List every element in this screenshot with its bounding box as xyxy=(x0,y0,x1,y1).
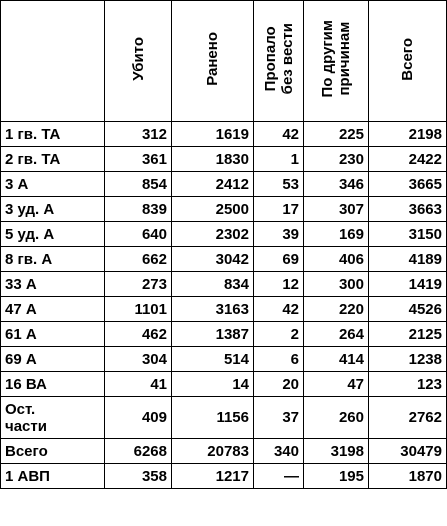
table-cell: 2412 xyxy=(172,172,254,197)
table-cell: 39 xyxy=(254,222,304,247)
row-label: 69 А xyxy=(1,347,105,372)
row-label: 1 гв. ТА xyxy=(1,122,105,147)
table-cell: 1156 xyxy=(172,397,254,439)
row-label: 61 А xyxy=(1,322,105,347)
table-cell: 273 xyxy=(105,272,172,297)
table-cell: 47 xyxy=(304,372,369,397)
table-cell: 346 xyxy=(304,172,369,197)
header-wounded: Ранено xyxy=(172,1,254,122)
table-cell: 2302 xyxy=(172,222,254,247)
table-cell: 6268 xyxy=(105,439,172,464)
table-cell: 662 xyxy=(105,247,172,272)
table-cell: 17 xyxy=(254,197,304,222)
table-row xyxy=(1,372,447,397)
row-label: 5 уд. А xyxy=(1,222,105,247)
header-missing: Пропало без вести xyxy=(254,1,304,122)
table-cell: 6 xyxy=(254,347,304,372)
table-row xyxy=(1,322,447,347)
table-cell: 312 xyxy=(105,122,172,147)
table-row xyxy=(1,222,447,247)
table-cell: 409 xyxy=(105,397,172,439)
table-cell: 30479 xyxy=(369,439,447,464)
header-killed: Убито xyxy=(105,1,172,122)
table-cell: 1830 xyxy=(172,147,254,172)
table-cell: 1101 xyxy=(105,297,172,322)
table-cell: 1870 xyxy=(369,464,447,489)
table-cell: 361 xyxy=(105,147,172,172)
table-row xyxy=(1,464,447,489)
table-cell: 264 xyxy=(304,322,369,347)
row-label: 16 ВА xyxy=(1,372,105,397)
table-cell: 2125 xyxy=(369,322,447,347)
table-row xyxy=(1,439,447,464)
table-cell: 2 xyxy=(254,322,304,347)
table-cell: 1419 xyxy=(369,272,447,297)
table-cell: 3665 xyxy=(369,172,447,197)
table-cell: 1 xyxy=(254,147,304,172)
header-total: Всего xyxy=(369,1,447,122)
table-cell: 260 xyxy=(304,397,369,439)
row-label: Ост. части xyxy=(1,397,105,439)
table-cell: 42 xyxy=(254,122,304,147)
table-row xyxy=(1,397,447,439)
table-cell: 839 xyxy=(105,197,172,222)
row-label: 3 А xyxy=(1,172,105,197)
table-row xyxy=(1,347,447,372)
table-cell: 220 xyxy=(304,297,369,322)
table-cell: 169 xyxy=(304,222,369,247)
table-cell: 195 xyxy=(304,464,369,489)
table-cell: 1387 xyxy=(172,322,254,347)
table-cell: 414 xyxy=(304,347,369,372)
table-row xyxy=(1,272,447,297)
table-cell: 4526 xyxy=(369,297,447,322)
table-cell: 41 xyxy=(105,372,172,397)
row-label: 3 уд. А xyxy=(1,197,105,222)
table-cell: 514 xyxy=(172,347,254,372)
table-cell: 2500 xyxy=(172,197,254,222)
table-row xyxy=(1,147,447,172)
table-row xyxy=(1,122,447,147)
table-cell: 300 xyxy=(304,272,369,297)
table-cell: 3150 xyxy=(369,222,447,247)
header-row xyxy=(1,1,447,122)
table-cell: 640 xyxy=(105,222,172,247)
header-corner xyxy=(1,1,105,122)
table-cell: 123 xyxy=(369,372,447,397)
table-cell: 69 xyxy=(254,247,304,272)
table-cell: 225 xyxy=(304,122,369,147)
table-cell: 20 xyxy=(254,372,304,397)
table-cell: 406 xyxy=(304,247,369,272)
table-row xyxy=(1,172,447,197)
table-cell: 14 xyxy=(172,372,254,397)
table-cell: 20783 xyxy=(172,439,254,464)
table-cell: 37 xyxy=(254,397,304,439)
row-label: 33 А xyxy=(1,272,105,297)
row-label: Всего xyxy=(1,439,105,464)
table-cell: 1619 xyxy=(172,122,254,147)
table-cell: 2422 xyxy=(369,147,447,172)
table-cell: 304 xyxy=(105,347,172,372)
table-cell: 12 xyxy=(254,272,304,297)
table-cell: 42 xyxy=(254,297,304,322)
table-cell: 834 xyxy=(172,272,254,297)
table-cell: 53 xyxy=(254,172,304,197)
table-cell: 307 xyxy=(304,197,369,222)
table-row xyxy=(1,297,447,322)
table-cell: 3163 xyxy=(172,297,254,322)
table-cell: 358 xyxy=(105,464,172,489)
table-cell: 3042 xyxy=(172,247,254,272)
table-cell: 4189 xyxy=(369,247,447,272)
table-cell: 230 xyxy=(304,147,369,172)
row-label: 8 гв. А xyxy=(1,247,105,272)
table-cell: 3198 xyxy=(304,439,369,464)
table-row xyxy=(1,197,447,222)
table-cell: 1217 xyxy=(172,464,254,489)
table-cell: 462 xyxy=(105,322,172,347)
row-label: 1 АВП xyxy=(1,464,105,489)
header-other-causes: По другим причинам xyxy=(304,1,369,122)
table-cell: 2762 xyxy=(369,397,447,439)
table-cell: 340 xyxy=(254,439,304,464)
table-cell: — xyxy=(254,464,304,489)
row-label: 2 гв. ТА xyxy=(1,147,105,172)
table-cell: 2198 xyxy=(369,122,447,147)
table-cell: 3663 xyxy=(369,197,447,222)
table-cell: 1238 xyxy=(369,347,447,372)
row-label: 47 А xyxy=(1,297,105,322)
table-row xyxy=(1,247,447,272)
table-cell: 854 xyxy=(105,172,172,197)
